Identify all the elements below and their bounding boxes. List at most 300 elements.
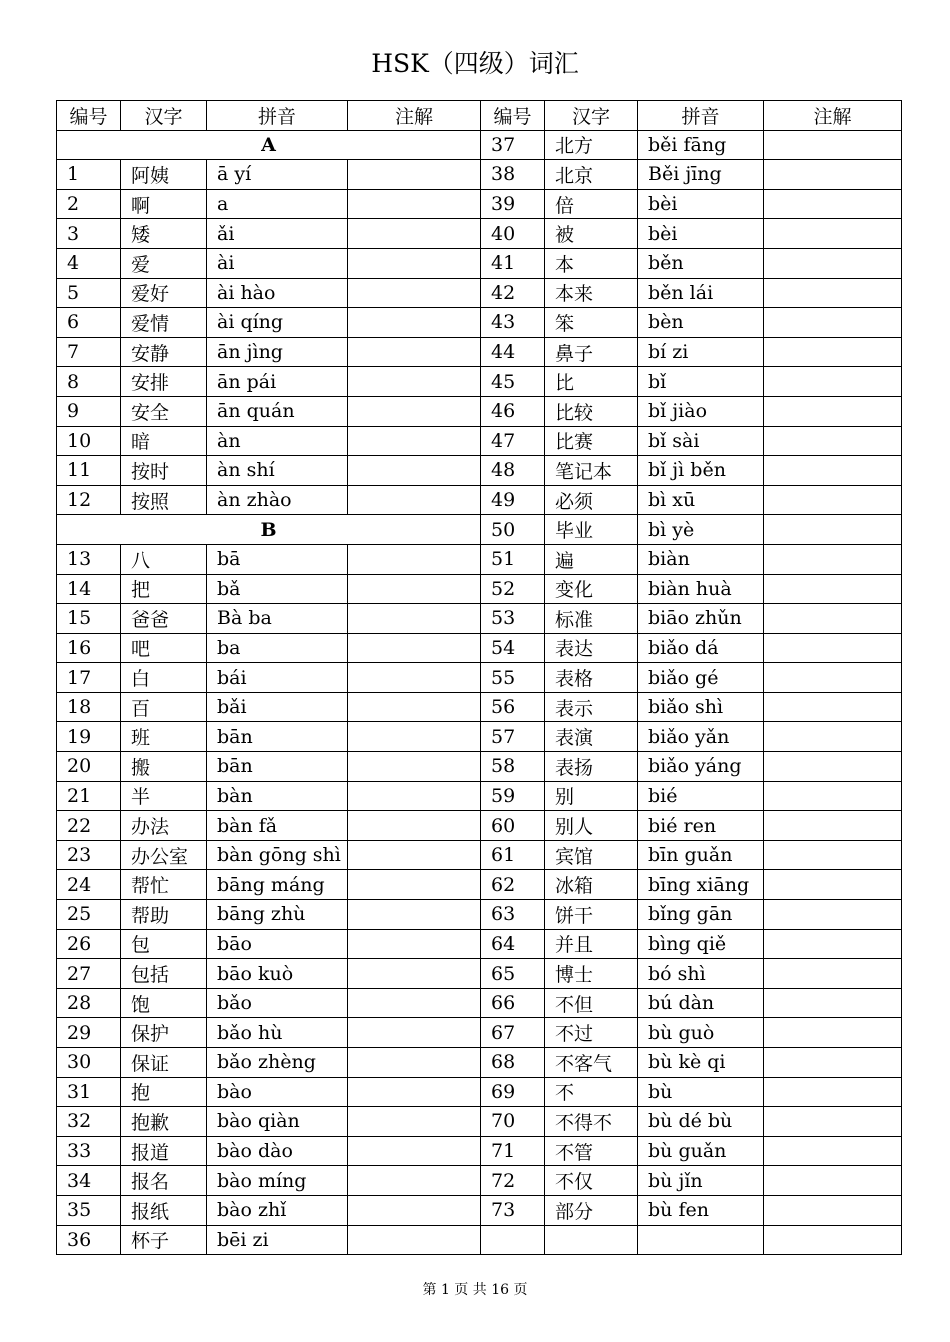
entry-hanzi: 毕业: [545, 515, 638, 545]
entry-hanzi: 冰箱: [545, 870, 638, 900]
entry-notes: [348, 870, 481, 900]
table-row: [57, 1195, 902, 1225]
entry-notes: [348, 752, 481, 782]
table-row: [57, 308, 902, 338]
table-row: [57, 189, 902, 219]
page-title: HSK（四级）词汇: [371, 49, 579, 78]
entry-pinyin: bàn gōng shì: [207, 840, 348, 870]
entry-notes: [348, 1018, 481, 1048]
entry-pinyin: bǐng gān: [638, 900, 764, 930]
table-row: [57, 988, 902, 1018]
header-notes: 注解: [764, 101, 902, 131]
entry-number: 17: [57, 663, 121, 693]
entry-pinyin: bái: [207, 663, 348, 693]
entry-notes: [348, 811, 481, 841]
entry-hanzi: 报道: [121, 1136, 207, 1166]
entry-notes: [348, 278, 481, 308]
entry-hanzi: 表扬: [545, 752, 638, 782]
entry-hanzi: 阿姨: [121, 160, 207, 190]
entry-pinyin: biǎo shì: [638, 692, 764, 722]
entry-notes: [348, 1107, 481, 1137]
entry-pinyin: biàn: [638, 544, 764, 574]
entry-number: 51: [481, 544, 545, 574]
entry-pinyin: àn zhào: [207, 485, 348, 515]
entry-pinyin: bù guǎn: [638, 1136, 764, 1166]
entry-number: 3: [57, 219, 121, 249]
entry-hanzi: 帮助: [121, 900, 207, 930]
entry-pinyin: ǎi: [207, 219, 348, 249]
entry-hanzi: 搬: [121, 752, 207, 782]
entry-hanzi: 杯子: [121, 1225, 207, 1255]
entry-number: 10: [57, 426, 121, 456]
entry-number: 64: [481, 929, 545, 959]
table-row: [57, 1166, 902, 1196]
entry-number: 2: [57, 189, 121, 219]
entry-pinyin: bì xū: [638, 485, 764, 515]
entry-hanzi: 笔记本: [545, 456, 638, 486]
entry-notes: [764, 485, 902, 515]
entry-pinyin: bān: [207, 752, 348, 782]
entry-hanzi: 饱: [121, 988, 207, 1018]
entry-number: 44: [481, 337, 545, 367]
entry-pinyin: bào zhǐ: [207, 1195, 348, 1225]
header-pinyin: 拼音: [638, 101, 764, 131]
entry-number: 9: [57, 396, 121, 426]
entry-pinyin: běn: [638, 248, 764, 278]
entry-pinyin: ān pái: [207, 367, 348, 397]
entry-hanzi: 并且: [545, 929, 638, 959]
entry-hanzi: 不仅: [545, 1166, 638, 1196]
entry-notes: [348, 337, 481, 367]
entry-number: 15: [57, 604, 121, 634]
entry-notes: [764, 1048, 902, 1078]
table-row: [57, 870, 902, 900]
entry-number: 34: [57, 1166, 121, 1196]
entry-number: 4: [57, 248, 121, 278]
entry-notes: [764, 959, 902, 989]
entry-number: 40: [481, 219, 545, 249]
table-row: [57, 278, 902, 308]
entry-notes: [348, 959, 481, 989]
table-row: [57, 1077, 902, 1107]
entry-number: 16: [57, 633, 121, 663]
entry-number: 27: [57, 959, 121, 989]
entry-hanzi: 不管: [545, 1136, 638, 1166]
entry-notes: [348, 1048, 481, 1078]
entry-notes: [348, 1077, 481, 1107]
entry-notes: [348, 633, 481, 663]
entry-pinyin: biǎo yǎn: [638, 722, 764, 752]
entry-hanzi: 吧: [121, 633, 207, 663]
entry-pinyin: biǎo gé: [638, 663, 764, 693]
entry-number: 66: [481, 988, 545, 1018]
entry-pinyin: ài: [207, 248, 348, 278]
entry-pinyin: bǎo zhèng: [207, 1048, 348, 1078]
table-row: [57, 1048, 902, 1078]
entry-number: 41: [481, 248, 545, 278]
entry-number: 1: [57, 160, 121, 190]
entry-hanzi: 安全: [121, 396, 207, 426]
table-row: [57, 219, 902, 249]
entry-pinyin: biǎo yáng: [638, 752, 764, 782]
entry-number: 39: [481, 189, 545, 219]
entry-number: 13: [57, 544, 121, 574]
entry-number: 23: [57, 840, 121, 870]
table-row: [57, 752, 902, 782]
entry-pinyin: bāo kuò: [207, 959, 348, 989]
entry-pinyin: bìng qiě: [638, 929, 764, 959]
entry-hanzi: 包: [121, 929, 207, 959]
entry-pinyin: bó shì: [638, 959, 764, 989]
table-row: [57, 426, 902, 456]
entry-number: 33: [57, 1136, 121, 1166]
entry-notes: [764, 900, 902, 930]
table-row: [57, 929, 902, 959]
entry-hanzi: 保护: [121, 1018, 207, 1048]
entry-pinyin: ba: [207, 633, 348, 663]
entry-pinyin: bí zi: [638, 337, 764, 367]
entry-hanzi: 北京: [545, 160, 638, 190]
entry-notes: [764, 929, 902, 959]
entry-hanzi: 被: [545, 219, 638, 249]
entry-notes: [348, 840, 481, 870]
entry-notes: [348, 929, 481, 959]
entry-number: [481, 1225, 545, 1255]
entry-number: 63: [481, 900, 545, 930]
entry-notes: [764, 337, 902, 367]
entry-pinyin: bù dé bù: [638, 1107, 764, 1137]
entry-pinyin: bào: [207, 1077, 348, 1107]
entry-notes: [348, 248, 481, 278]
entry-pinyin: bǐ jì běn: [638, 456, 764, 486]
entry-hanzi: 博士: [545, 959, 638, 989]
entry-hanzi: 鼻子: [545, 337, 638, 367]
entry-pinyin: a: [207, 189, 348, 219]
table-row: [57, 456, 902, 486]
entry-pinyin: bú dàn: [638, 988, 764, 1018]
entry-hanzi: 表格: [545, 663, 638, 693]
table-row: [57, 367, 902, 397]
entry-hanzi: 抱歉: [121, 1107, 207, 1137]
entry-pinyin: bǎ: [207, 574, 348, 604]
entry-hanzi: 暗: [121, 426, 207, 456]
entry-number: 53: [481, 604, 545, 634]
entry-pinyin: bāng máng: [207, 870, 348, 900]
table-row: [57, 722, 902, 752]
entry-hanzi: 白: [121, 663, 207, 693]
entry-notes: [764, 574, 902, 604]
entry-number: 20: [57, 752, 121, 782]
entry-pinyin: bào dào: [207, 1136, 348, 1166]
table-row: [57, 604, 902, 634]
entry-pinyin: àn: [207, 426, 348, 456]
entry-number: 54: [481, 633, 545, 663]
entry-number: 36: [57, 1225, 121, 1255]
table-row: [57, 633, 902, 663]
entry-number: 31: [57, 1077, 121, 1107]
entry-hanzi: 饼干: [545, 900, 638, 930]
entry-pinyin: Běi jīng: [638, 160, 764, 190]
table-row: [57, 900, 902, 930]
entry-pinyin: bǐ jiào: [638, 396, 764, 426]
entry-notes: [764, 219, 902, 249]
header-pinyin: 拼音: [207, 101, 348, 131]
entry-number: 69: [481, 1077, 545, 1107]
entry-hanzi: 包括: [121, 959, 207, 989]
entry-hanzi: 抱: [121, 1077, 207, 1107]
entry-hanzi: 矮: [121, 219, 207, 249]
entry-notes: [764, 722, 902, 752]
entry-pinyin: bèi: [638, 219, 764, 249]
entry-notes: [764, 1225, 902, 1255]
entry-pinyin: ān jìng: [207, 337, 348, 367]
entry-hanzi: 爱好: [121, 278, 207, 308]
entry-number: 8: [57, 367, 121, 397]
entry-number: 70: [481, 1107, 545, 1137]
entry-pinyin: bié: [638, 781, 764, 811]
table-row: [57, 337, 902, 367]
entry-notes: [764, 456, 902, 486]
entry-pinyin: ā yí: [207, 160, 348, 190]
entry-pinyin: běn lái: [638, 278, 764, 308]
entry-notes: [764, 367, 902, 397]
header-number: 编号: [57, 101, 121, 131]
entry-hanzi: 把: [121, 574, 207, 604]
entry-hanzi: 报名: [121, 1166, 207, 1196]
entry-notes: [764, 781, 902, 811]
entry-notes: [764, 1107, 902, 1137]
entry-notes: [764, 396, 902, 426]
entry-notes: [764, 988, 902, 1018]
entry-number: 18: [57, 692, 121, 722]
table-header-row: [57, 101, 902, 131]
entry-pinyin: bāng zhù: [207, 900, 348, 930]
entry-hanzi: 必须: [545, 485, 638, 515]
entry-pinyin: bèi: [638, 189, 764, 219]
entry-hanzi: 啊: [121, 189, 207, 219]
entry-hanzi: 表示: [545, 692, 638, 722]
entry-hanzi: 表达: [545, 633, 638, 663]
table-row: [57, 130, 902, 160]
entry-notes: [348, 544, 481, 574]
entry-number: 38: [481, 160, 545, 190]
entry-pinyin: ān quán: [207, 396, 348, 426]
entry-hanzi: 倍: [545, 189, 638, 219]
entry-hanzi: 安静: [121, 337, 207, 367]
entry-hanzi: 帮忙: [121, 870, 207, 900]
entry-hanzi: 别人: [545, 811, 638, 841]
entry-number: 26: [57, 929, 121, 959]
entry-pinyin: ài hào: [207, 278, 348, 308]
entry-hanzi: 比较: [545, 396, 638, 426]
table-row: [57, 160, 902, 190]
entry-pinyin: biǎo dá: [638, 633, 764, 663]
entry-notes: [764, 1195, 902, 1225]
entry-number: 19: [57, 722, 121, 752]
table-row: [57, 515, 902, 545]
entry-number: 22: [57, 811, 121, 841]
entry-notes: [764, 1077, 902, 1107]
entry-hanzi: 比赛: [545, 426, 638, 456]
entry-hanzi: 本: [545, 248, 638, 278]
entry-pinyin: bǐ: [638, 367, 764, 397]
entry-hanzi: 爸爸: [121, 604, 207, 634]
entry-number: 35: [57, 1195, 121, 1225]
table-row: [57, 396, 902, 426]
table-row: [57, 959, 902, 989]
entry-notes: [348, 1195, 481, 1225]
entry-notes: [764, 130, 902, 160]
entry-notes: [348, 308, 481, 338]
entry-number: 52: [481, 574, 545, 604]
entry-pinyin: [638, 1225, 764, 1255]
entry-number: 50: [481, 515, 545, 545]
entry-notes: [348, 988, 481, 1018]
entry-hanzi: 不: [545, 1077, 638, 1107]
entry-hanzi: 百: [121, 692, 207, 722]
entry-number: 28: [57, 988, 121, 1018]
entry-notes: [348, 900, 481, 930]
entry-notes: [764, 308, 902, 338]
entry-number: 47: [481, 426, 545, 456]
entry-hanzi: 按时: [121, 456, 207, 486]
entry-notes: [764, 663, 902, 693]
table-row: [57, 574, 902, 604]
entry-hanzi: 表演: [545, 722, 638, 752]
entry-notes: [348, 1136, 481, 1166]
entry-number: 32: [57, 1107, 121, 1137]
entry-pinyin: Bà ba: [207, 604, 348, 634]
entry-notes: [764, 1166, 902, 1196]
entry-notes: [348, 722, 481, 752]
entry-notes: [764, 544, 902, 574]
entry-number: 71: [481, 1136, 545, 1166]
entry-notes: [348, 604, 481, 634]
entry-pinyin: bù kè qi: [638, 1048, 764, 1078]
table-row: [57, 781, 902, 811]
entry-pinyin: bù guò: [638, 1018, 764, 1048]
entry-notes: [348, 781, 481, 811]
entry-pinyin: ài qíng: [207, 308, 348, 338]
table-row: [57, 663, 902, 693]
entry-pinyin: bàn fǎ: [207, 811, 348, 841]
entry-notes: [348, 663, 481, 693]
entry-notes: [348, 189, 481, 219]
entry-notes: [764, 752, 902, 782]
entry-pinyin: bié ren: [638, 811, 764, 841]
entry-notes: [764, 604, 902, 634]
section-heading: A: [57, 130, 481, 160]
entry-number: 12: [57, 485, 121, 515]
entry-number: 29: [57, 1018, 121, 1048]
entry-notes: [764, 1018, 902, 1048]
entry-pinyin: bào qiàn: [207, 1107, 348, 1137]
header-number: 编号: [481, 101, 545, 131]
entry-notes: [764, 840, 902, 870]
entry-pinyin: běi fāng: [638, 130, 764, 160]
entry-hanzi: 不但: [545, 988, 638, 1018]
entry-hanzi: 宾馆: [545, 840, 638, 870]
entry-notes: [348, 396, 481, 426]
entry-hanzi: 报纸: [121, 1195, 207, 1225]
vocabulary-table: [56, 100, 902, 1255]
entry-pinyin: bāo: [207, 929, 348, 959]
entry-notes: [764, 633, 902, 663]
entry-hanzi: 本来: [545, 278, 638, 308]
section-heading: B: [57, 515, 481, 545]
header-hanzi: 汉字: [121, 101, 207, 131]
entry-notes: [764, 278, 902, 308]
entry-number: 65: [481, 959, 545, 989]
entry-notes: [764, 1136, 902, 1166]
entry-hanzi: [545, 1225, 638, 1255]
entry-hanzi: 办公室: [121, 840, 207, 870]
entry-notes: [348, 367, 481, 397]
header-notes: 注解: [348, 101, 481, 131]
entry-notes: [348, 1225, 481, 1255]
entry-pinyin: bàn: [207, 781, 348, 811]
entry-pinyin: bǎo hù: [207, 1018, 348, 1048]
entry-notes: [348, 485, 481, 515]
entry-hanzi: 爱情: [121, 308, 207, 338]
entry-notes: [348, 1166, 481, 1196]
entry-hanzi: 不过: [545, 1018, 638, 1048]
entry-number: 37: [481, 130, 545, 160]
entry-notes: [348, 426, 481, 456]
entry-notes: [764, 870, 902, 900]
entry-number: 59: [481, 781, 545, 811]
entry-notes: [348, 160, 481, 190]
entry-number: 48: [481, 456, 545, 486]
table-row: [57, 811, 902, 841]
entry-pinyin: bǐ sài: [638, 426, 764, 456]
entry-number: 14: [57, 574, 121, 604]
entry-number: 56: [481, 692, 545, 722]
entry-number: 11: [57, 456, 121, 486]
entry-pinyin: bān: [207, 722, 348, 752]
table-row: [57, 248, 902, 278]
entry-notes: [764, 515, 902, 545]
entry-number: 21: [57, 781, 121, 811]
entry-hanzi: 比: [545, 367, 638, 397]
entry-notes: [348, 456, 481, 486]
entry-number: 42: [481, 278, 545, 308]
entry-notes: [764, 811, 902, 841]
entry-hanzi: 保证: [121, 1048, 207, 1078]
entry-number: 24: [57, 870, 121, 900]
entry-hanzi: 不客气: [545, 1048, 638, 1078]
entry-number: 49: [481, 485, 545, 515]
entry-notes: [764, 160, 902, 190]
entry-hanzi: 办法: [121, 811, 207, 841]
entry-number: 43: [481, 308, 545, 338]
entry-hanzi: 遍: [545, 544, 638, 574]
entry-pinyin: bā: [207, 544, 348, 574]
entry-hanzi: 变化: [545, 574, 638, 604]
entry-pinyin: bīn guǎn: [638, 840, 764, 870]
page-footer: 第 1 页 共 16 页: [422, 1282, 528, 1298]
table-row: [57, 544, 902, 574]
entry-number: 30: [57, 1048, 121, 1078]
header-hanzi: 汉字: [545, 101, 638, 131]
entry-hanzi: 部分: [545, 1195, 638, 1225]
entry-number: 61: [481, 840, 545, 870]
entry-pinyin: bì yè: [638, 515, 764, 545]
entry-notes: [764, 692, 902, 722]
entry-number: 58: [481, 752, 545, 782]
entry-number: 6: [57, 308, 121, 338]
entry-hanzi: 班: [121, 722, 207, 752]
